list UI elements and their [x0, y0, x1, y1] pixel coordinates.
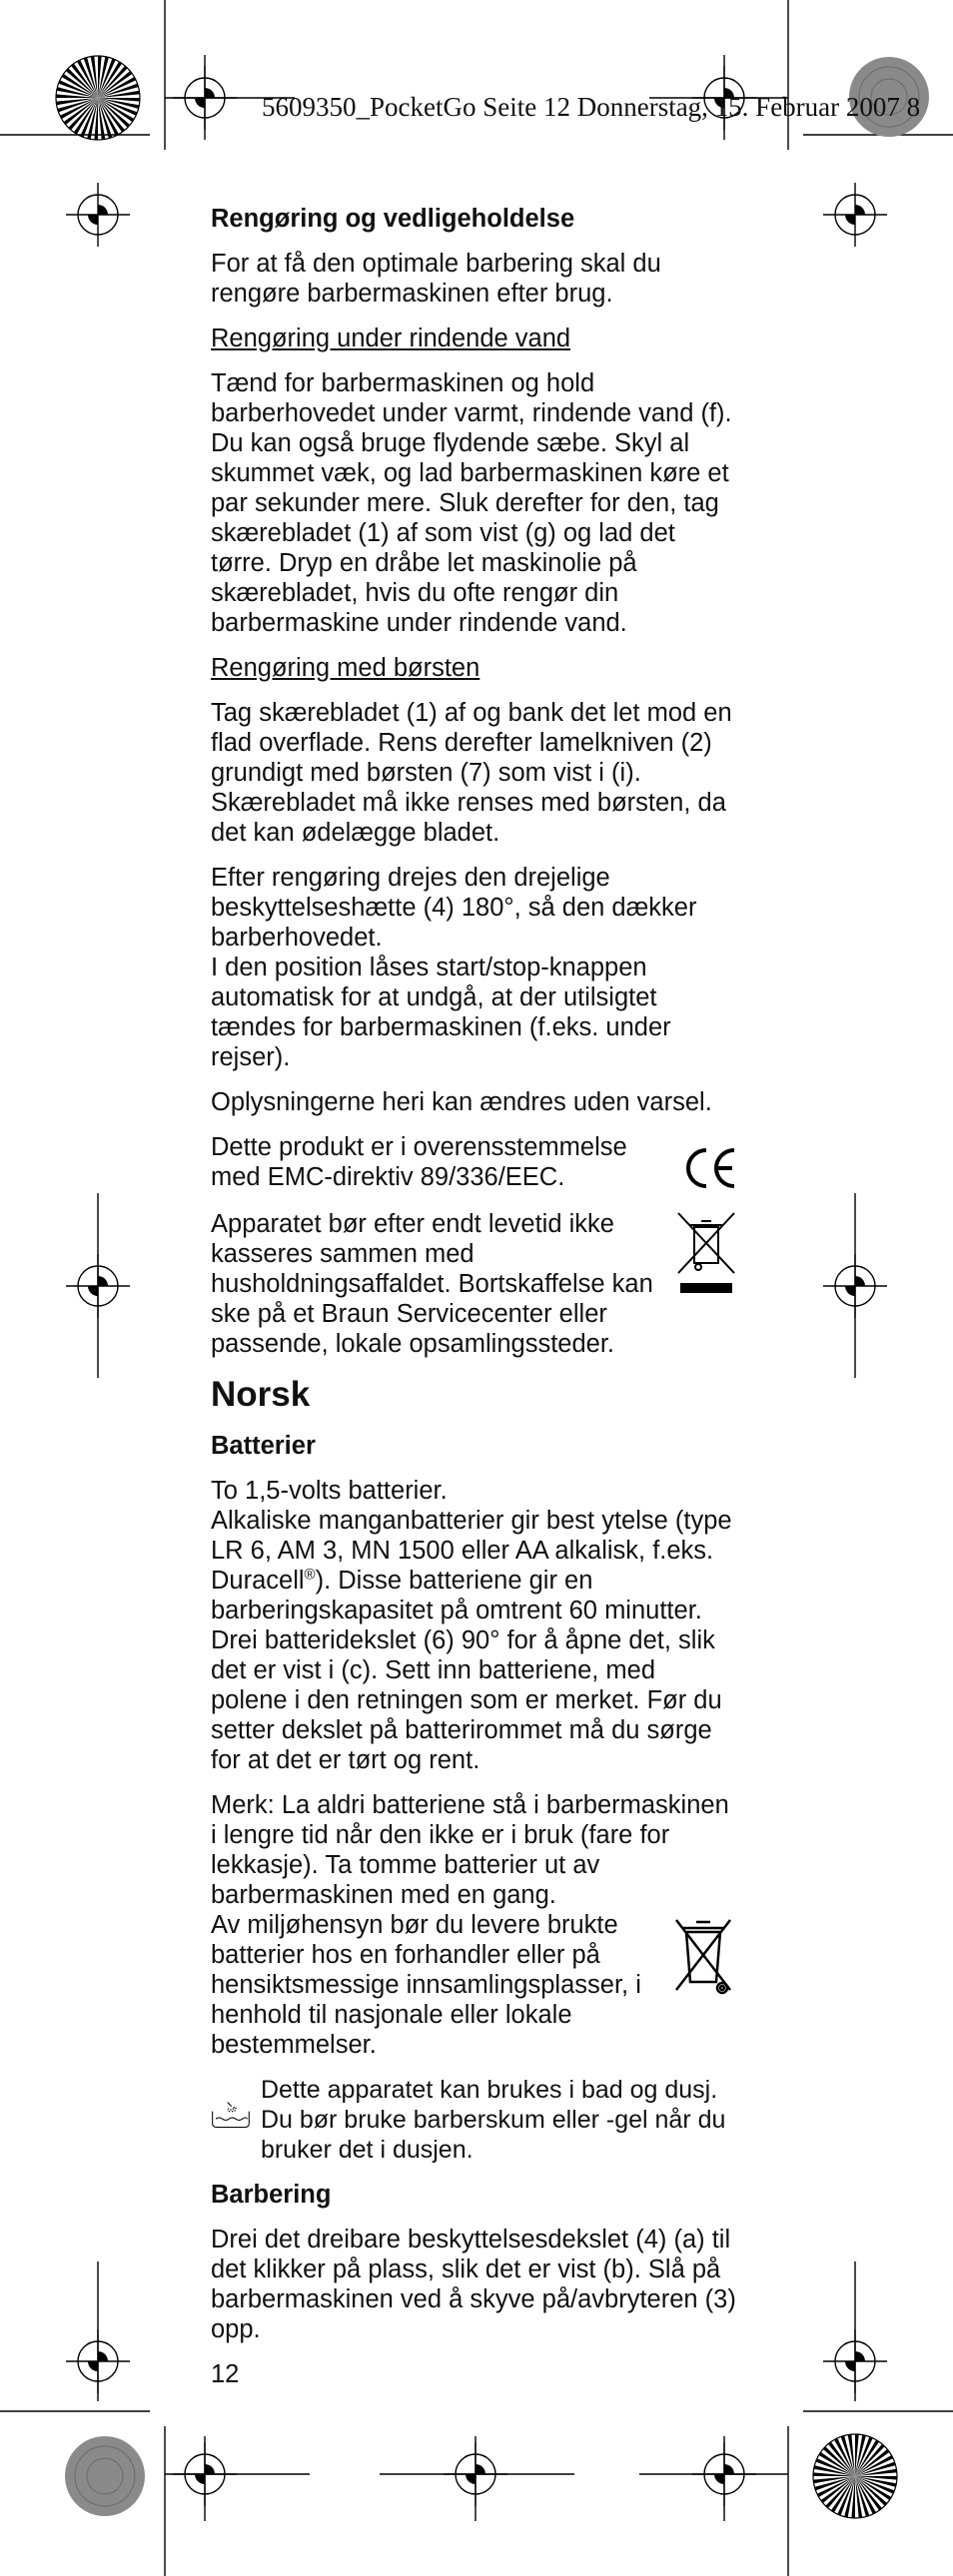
batteries-text: Alkaliske manganbatterier gir best ytelse (type LR 6, AM 3, MN 1500 eller AA alkalisk, f.eks. Duracell®). Disse batteriene gir en barberingskapasitet på omtrent 60 minutter. Drei batteridekslet (6) 90° for å åpne det, slik det er vist i (c). Sett inn batteriene, med polene i den retningen som er merket. Før du setter dekslet på batterirommet må du sørge for at det er tørt og rent.	[211, 1507, 732, 1774]
cleaning-intro: For at få den optimale barbering skal du rengøre barbermaskinen efter brug.	[211, 250, 661, 308]
emc-text: Dette produkt er i overensstemmelse med EMC-direktiv 89/336/EEC.	[211, 1133, 627, 1191]
brush-cleaning-heading: Rengøring med børsten	[211, 654, 480, 682]
crosshair-mark	[692, 2442, 756, 2506]
ce-mark-icon	[680, 1142, 738, 1194]
water-cleaning-text: Tænd for barbermaskinen og hold barberhovedet under varmt, rindende vand (f). Du kan også bruge flydende sæbe. Skyl al skummet væk, og lad barbermaskinen køre et par sekunder mere. Sluk derefter for den, tag skærebladet (1) af som vist (g) og lad det tørre. Dryp en dråbe let maskinolie på skærebladet, hvis du ofte rengør din barbermaskine under rindende vand.	[211, 369, 732, 637]
crosshair-mark	[66, 1254, 130, 1318]
crosshair-mark	[823, 183, 887, 247]
water-cleaning-heading: Rengøring under rindende vand	[211, 324, 571, 352]
shower-block	[211, 2075, 738, 2165]
shaving-text: Drei det dreibare beskyttelsesdekslet (4) (a) til det klikker på plass, slik det er vist (b). Slå på barbermaskinen ved å skyve på/avbryteren (3) opp.	[211, 2226, 736, 2343]
crossed-bin-icon	[674, 1209, 738, 1299]
notice-text: Oplysningerne heri kan ændres uden varsel.	[211, 1088, 712, 1116]
battery-note: Merk: La aldri batteriene stå i barbermaskinen i lengre tid når den ikke er i bruk (fare for lekkasje). Ta tomme batterier ut av barbermaskinen med en gang.	[211, 1791, 729, 1909]
print-header: 5609350_PocketGo Seite 12 Donnerstag, 15. Februar 2007 8	[262, 92, 921, 122]
crosshair-mark	[823, 2329, 887, 2393]
crossed-wheelie-bin-icon	[668, 1912, 738, 2002]
crosshair-mark	[823, 1254, 887, 1318]
shaving-heading: Barbering	[211, 2181, 332, 2209]
brush-cleaning-text: Tag skærebladet (1) af og bank det let mod en flad overflade. Rens derefter lamelkniven (2) grundigt med børsten (7) som vist i (i). Skærebladet må ikke renses med børsten, da det kan ødelægge bladet.	[211, 699, 732, 847]
starburst-mark	[56, 56, 140, 140]
shower-icon	[211, 2079, 251, 2151]
shower-text: Dette apparatet kan brukes i bad og dusj. Du bør bruke barberskum eller -gel når du bruker det i dusjen.	[260, 2076, 726, 2164]
disposal-block	[211, 1209, 738, 1359]
norsk-title: Norsk	[211, 1375, 311, 1414]
crosshair-mark	[66, 183, 130, 247]
grey-target-bottom-left	[65, 2436, 145, 2516]
batteries-heading: Batterier	[211, 1432, 316, 1460]
cleaning-heading: Rengøring og vedligeholdelse	[211, 205, 575, 233]
disposal-text: Apparatet bør efter endt levetid ikke kasseres sammen med husholdningsaffaldet. Bortskaffelse kan ske på et Braun Servicecenter eller passende, lokale opsamlingssteder.	[211, 1210, 653, 1358]
crosshair-mark	[173, 66, 237, 130]
cap-text-1: Efter rengøring drejes den drejelige beskyttelseshætte (4) 180°, så den dækker barberhovedet.	[211, 864, 697, 952]
crosshair-mark	[66, 2329, 130, 2393]
page-content	[211, 204, 738, 2404]
crosshair-mark	[444, 2442, 507, 2506]
starburst-mark	[813, 2434, 897, 2518]
battery-recycle-text: Av miljøhensyn bør du levere brukte batterier hos en forhandler eller på hensiktsmessige innsamlingsplasser, i henhold til nasjonale eller lokale bestemmelser.	[211, 1911, 641, 2059]
batteries-line1: To 1,5-volts batterier.	[211, 1477, 448, 1505]
emc-block	[211, 1132, 738, 1194]
page-number: 12	[211, 2360, 240, 2388]
crosshair-mark	[173, 2442, 237, 2506]
battery-recycle-block	[211, 1910, 738, 2060]
cap-text-2: I den position låses start/stop-knappen automatisk for at undgå, at der utilsigtet tændes for barbermaskinen (f.eks. under rejser).	[211, 954, 671, 1071]
